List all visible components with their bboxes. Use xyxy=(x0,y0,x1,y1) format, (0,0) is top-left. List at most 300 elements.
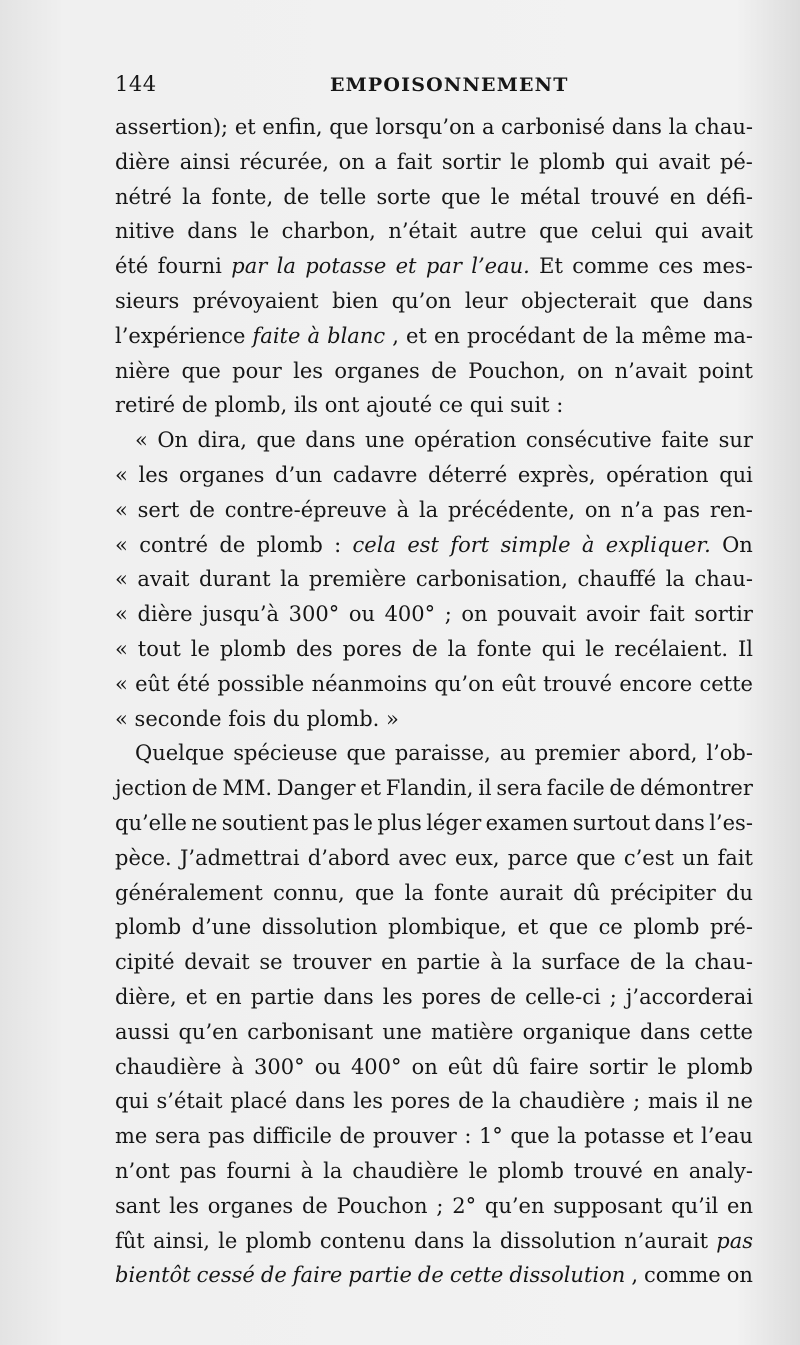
word: cette xyxy=(699,1019,753,1044)
word: contenu xyxy=(319,1228,406,1253)
italic-word: à xyxy=(307,323,321,348)
word: avoir xyxy=(585,602,640,627)
word: dans xyxy=(187,219,238,244)
italic-word: de xyxy=(417,1263,444,1288)
word: surface xyxy=(541,950,621,975)
text-line xyxy=(115,493,753,528)
word: dans xyxy=(323,984,374,1009)
word: ainsi, xyxy=(152,1228,210,1253)
word: organes xyxy=(207,1193,294,1218)
word: seconde xyxy=(134,706,222,731)
word-space xyxy=(318,388,325,423)
word: procédant xyxy=(467,323,576,348)
word: qui xyxy=(469,393,504,418)
word: chaudière xyxy=(115,1054,222,1079)
text-line xyxy=(115,214,753,249)
word: » xyxy=(386,706,399,731)
word: les xyxy=(138,462,169,487)
text-line xyxy=(115,1119,753,1154)
word: du xyxy=(272,706,300,731)
word: de xyxy=(582,323,609,348)
word: qu’on xyxy=(434,671,495,696)
word: précipiter xyxy=(610,880,716,905)
word: à xyxy=(231,1054,244,1079)
word: objecterait xyxy=(521,288,637,313)
text-line xyxy=(115,1084,753,1119)
word: , xyxy=(392,323,399,348)
word: pas xyxy=(179,1158,217,1183)
word: dû xyxy=(573,880,601,905)
text-line xyxy=(115,110,753,145)
word: ne xyxy=(727,1089,753,1114)
text-line xyxy=(115,667,753,702)
word: la xyxy=(512,950,532,975)
word: en xyxy=(215,984,242,1009)
word: en xyxy=(652,1158,679,1183)
word: néanmoins xyxy=(311,671,428,696)
word-space xyxy=(503,388,510,423)
word: potasse xyxy=(584,1124,666,1149)
word: de xyxy=(189,497,215,522)
word: plus xyxy=(377,810,422,835)
word: sera xyxy=(496,776,543,801)
word: qui xyxy=(115,1089,149,1114)
word: pas xyxy=(663,497,701,522)
word: pores xyxy=(390,1089,451,1114)
word: du xyxy=(726,880,753,905)
word: possible xyxy=(217,671,305,696)
text-line xyxy=(115,458,753,493)
word: bien xyxy=(332,288,379,313)
word: prouver xyxy=(372,1124,457,1149)
word: ils xyxy=(293,393,319,418)
word: fait xyxy=(717,845,753,870)
word: a xyxy=(374,149,388,174)
word: le xyxy=(510,149,530,174)
word: placé xyxy=(230,1089,288,1114)
word: Quelque xyxy=(135,741,225,766)
text-line xyxy=(115,284,753,319)
word: et xyxy=(405,323,427,348)
word: opération xyxy=(606,462,709,487)
word: un xyxy=(682,845,710,870)
word: précédente, xyxy=(447,497,576,522)
word: le xyxy=(353,810,373,835)
word: dissolution xyxy=(261,915,378,940)
word: plomb xyxy=(497,1158,564,1183)
word: en xyxy=(727,1193,753,1218)
text-line xyxy=(115,597,753,632)
word: 300° xyxy=(288,602,340,627)
italic-word: blanc xyxy=(327,323,386,348)
word: ont xyxy=(324,393,360,418)
word: carbonisation, xyxy=(415,567,568,592)
word: le xyxy=(585,636,605,661)
word: la xyxy=(615,323,635,348)
word: ou xyxy=(314,1054,341,1079)
word: charbon, xyxy=(281,219,376,244)
word: pas xyxy=(312,810,350,835)
word: eût xyxy=(135,671,170,696)
italic-word: la xyxy=(276,254,296,279)
word: partie xyxy=(416,950,481,975)
word: et xyxy=(185,984,207,1009)
word: ou xyxy=(348,602,375,627)
word: ce xyxy=(598,915,623,940)
text-line xyxy=(115,980,753,1015)
word: métal xyxy=(520,184,581,209)
word: d’abord xyxy=(307,845,390,870)
word: ainsi xyxy=(179,149,230,174)
word: MM. xyxy=(222,776,272,801)
word: spécieuse xyxy=(233,741,338,766)
word: devait xyxy=(184,950,250,975)
word: surtout xyxy=(572,810,651,835)
body-text xyxy=(115,110,753,1293)
word: sant xyxy=(115,1193,161,1218)
word: été xyxy=(176,671,211,696)
word: et xyxy=(360,776,382,801)
word: la xyxy=(665,950,685,975)
word-space xyxy=(208,388,215,423)
word: de xyxy=(301,1193,328,1218)
word: me xyxy=(115,1124,148,1149)
word: contré xyxy=(139,532,209,557)
word: l’eau xyxy=(701,1124,753,1149)
word: lorsqu’on xyxy=(375,115,476,139)
word: qu’elle xyxy=(115,810,187,835)
text-line xyxy=(115,1154,753,1189)
word: plomb. xyxy=(306,706,380,731)
word: que xyxy=(346,741,386,766)
word: « xyxy=(115,636,128,661)
word: suit xyxy=(510,393,550,418)
word: première xyxy=(308,567,407,592)
word: la xyxy=(665,567,685,592)
word: en xyxy=(433,323,460,348)
word: comme xyxy=(572,254,649,279)
italic-word: cette xyxy=(449,1263,504,1288)
word: faire xyxy=(529,1054,579,1079)
word: facile xyxy=(546,776,605,801)
word: sieurs xyxy=(115,288,180,313)
word: supposant xyxy=(553,1193,663,1218)
italic-word: l’eau. xyxy=(471,254,530,279)
word: : xyxy=(556,393,564,418)
word: pour xyxy=(232,358,282,383)
word: ce xyxy=(438,393,464,418)
word: cadavre xyxy=(332,462,418,487)
italic-word: cessé xyxy=(196,1263,255,1288)
word: fois xyxy=(228,706,267,731)
word: plomb xyxy=(115,915,182,940)
word: pé- xyxy=(719,149,753,174)
word: la xyxy=(404,880,424,905)
word: dira, xyxy=(197,428,247,453)
word: même xyxy=(641,323,707,348)
word: dans xyxy=(305,428,356,453)
word: de xyxy=(609,776,636,801)
word: la xyxy=(472,1228,492,1253)
text-line xyxy=(115,354,753,389)
word: 1° xyxy=(478,1124,503,1149)
page-number: 144 xyxy=(115,72,157,96)
word: la xyxy=(182,184,202,209)
word: dans xyxy=(640,1019,691,1044)
word: le xyxy=(218,1228,238,1253)
word: n’ont xyxy=(115,1158,170,1183)
word: fonte, xyxy=(211,184,274,209)
word: d’un xyxy=(275,462,323,487)
word: encore xyxy=(619,671,693,696)
word: fourni xyxy=(157,254,222,279)
word: qui xyxy=(541,636,576,661)
word: eût xyxy=(447,1054,483,1079)
word: les xyxy=(293,358,324,383)
word: Danger xyxy=(276,776,356,801)
word: on xyxy=(461,602,488,627)
word: une xyxy=(382,1019,422,1044)
word: premier xyxy=(534,741,620,766)
word: la xyxy=(323,1158,343,1183)
word: de xyxy=(339,1124,366,1149)
word: aurait xyxy=(499,880,563,905)
word: récurée, xyxy=(239,149,329,174)
italic-word: est xyxy=(407,532,439,557)
word-space xyxy=(222,702,229,737)
word: été xyxy=(115,254,149,279)
word: on xyxy=(584,497,611,522)
word: retiré xyxy=(115,393,176,418)
word: telle xyxy=(319,184,367,209)
word: eût xyxy=(501,671,536,696)
word: plomb xyxy=(539,149,606,174)
word: enfin, xyxy=(262,115,323,139)
word: à xyxy=(396,497,410,522)
word: analy- xyxy=(688,1158,753,1183)
word: 400° xyxy=(350,1054,402,1079)
word: de xyxy=(191,776,218,801)
word: plomb xyxy=(219,636,287,661)
word: cipité xyxy=(115,950,175,975)
word: sera xyxy=(154,1124,201,1149)
word: ; xyxy=(444,602,452,627)
word: l’ob- xyxy=(706,741,753,766)
word: n’a xyxy=(620,497,654,522)
word: qu’en xyxy=(484,1193,545,1218)
word: 2° xyxy=(452,1193,477,1218)
word: nitive xyxy=(115,219,175,244)
word: dissolution xyxy=(499,1228,616,1253)
word: on xyxy=(338,149,365,174)
word: avait xyxy=(137,567,190,592)
word: qui xyxy=(719,462,753,487)
word: : xyxy=(334,532,342,557)
word: avait xyxy=(700,219,753,244)
word: durant xyxy=(199,567,271,592)
word-space xyxy=(432,388,439,423)
word: défi- xyxy=(705,184,753,209)
text-line xyxy=(115,562,753,597)
word: sortir xyxy=(588,1054,648,1079)
word: que xyxy=(354,880,395,905)
italic-word: faire xyxy=(292,1263,343,1288)
word: une xyxy=(365,428,405,453)
word: prévoyaient xyxy=(192,288,319,313)
word: ma- xyxy=(713,323,753,348)
italic-word: par xyxy=(231,254,268,279)
word: : xyxy=(464,1124,472,1149)
word: trouvé xyxy=(573,1158,643,1183)
text-line xyxy=(115,736,753,771)
text-line xyxy=(115,806,753,841)
word: n’aurait xyxy=(624,1228,709,1253)
text-line xyxy=(115,319,753,354)
italic-word: fort xyxy=(450,532,490,557)
word: fait xyxy=(649,602,685,627)
running-header xyxy=(115,72,755,104)
italic-word: pas xyxy=(716,1228,753,1253)
italic-word: expliquer. xyxy=(605,532,711,557)
word: organes xyxy=(179,462,265,487)
word-space xyxy=(287,388,294,423)
word: de xyxy=(283,184,310,209)
word: mais xyxy=(647,1089,698,1114)
word: , xyxy=(631,1263,638,1288)
word: avait xyxy=(658,149,711,174)
word: l’es- xyxy=(709,810,753,835)
word: de xyxy=(629,950,656,975)
word: les xyxy=(382,984,413,1009)
word: trouver xyxy=(292,950,372,975)
text-line xyxy=(115,180,753,215)
italic-word: bientôt xyxy=(115,1263,191,1288)
word: que xyxy=(181,358,221,383)
word: « xyxy=(135,428,148,453)
word: n’était xyxy=(388,219,458,244)
italic-word: faite xyxy=(252,323,301,348)
word: pèce. xyxy=(115,845,172,870)
word-space xyxy=(175,388,182,423)
word-space xyxy=(379,702,386,737)
word: que xyxy=(548,915,589,940)
word: la xyxy=(668,115,688,139)
word: 300° xyxy=(254,1054,305,1079)
word: autre xyxy=(469,219,527,244)
word: On xyxy=(157,428,189,453)
word: examen xyxy=(485,810,569,835)
word: de xyxy=(219,532,246,557)
word: au xyxy=(499,741,526,766)
word: « xyxy=(115,497,128,522)
word: connu, xyxy=(273,880,345,905)
text-line xyxy=(115,771,753,806)
word: de xyxy=(490,984,516,1009)
word: abord, xyxy=(628,741,698,766)
word: qui xyxy=(614,149,649,174)
word: plombique, xyxy=(388,915,508,940)
word: plomb xyxy=(686,1054,753,1079)
word: sortir xyxy=(694,602,753,627)
word: le xyxy=(190,636,210,661)
text-line xyxy=(115,876,753,911)
text-line xyxy=(115,1189,753,1224)
word: a xyxy=(481,115,495,139)
word: la xyxy=(491,1089,512,1114)
word: le xyxy=(468,1158,488,1183)
word: chauffé xyxy=(577,567,657,592)
word: « xyxy=(115,602,128,627)
word: fonte xyxy=(476,636,532,661)
word: et xyxy=(234,115,256,139)
word: la xyxy=(418,497,439,522)
word: nétré xyxy=(115,184,172,209)
word: chaudière xyxy=(352,1158,459,1183)
word: Flandin, xyxy=(385,776,474,801)
word: organique xyxy=(522,1019,631,1044)
word: faite xyxy=(661,428,710,453)
word: partie xyxy=(250,984,315,1009)
word: contre-épreuve xyxy=(224,497,387,522)
word: en xyxy=(669,184,696,209)
word: consécutive xyxy=(525,428,652,453)
word: « xyxy=(115,462,128,487)
word: exprès, xyxy=(517,462,596,487)
word: fait xyxy=(396,149,433,174)
word: Et xyxy=(539,254,563,279)
word: sorte xyxy=(376,184,431,209)
word: Pouchon, xyxy=(468,358,566,383)
word: et xyxy=(672,1124,694,1149)
text-line xyxy=(115,388,753,423)
word: il xyxy=(478,776,492,801)
word: dans xyxy=(413,1228,465,1253)
word: c’est xyxy=(623,845,674,870)
word: assertion); xyxy=(115,115,229,139)
text-line xyxy=(115,945,753,980)
word: carbonisant xyxy=(247,1019,374,1044)
word: On xyxy=(722,532,753,557)
word: leur xyxy=(464,288,508,313)
word: et xyxy=(517,915,539,940)
word: mes- xyxy=(702,254,753,279)
word: carbonisé xyxy=(501,115,606,139)
word: ne xyxy=(191,810,218,835)
word: ces xyxy=(658,254,694,279)
text-line xyxy=(115,841,753,876)
word: aussi xyxy=(115,1019,170,1044)
word: de xyxy=(458,1089,484,1114)
word: ; xyxy=(609,984,617,1009)
text-line xyxy=(115,702,753,737)
text-line xyxy=(115,1015,753,1050)
italic-word: à xyxy=(581,532,595,557)
word: la xyxy=(447,636,467,661)
word: paraisse, xyxy=(394,741,491,766)
italic-word: partie xyxy=(348,1263,412,1288)
word: avec xyxy=(398,845,447,870)
word: cette xyxy=(699,671,753,696)
word: que xyxy=(649,288,690,313)
word: à xyxy=(300,1158,314,1183)
text-line xyxy=(115,632,753,667)
word: sert xyxy=(137,497,180,522)
word: on xyxy=(726,1263,753,1288)
word: plomb xyxy=(245,1228,312,1253)
word: que xyxy=(510,1124,550,1149)
word: opération xyxy=(413,428,517,453)
word: de xyxy=(411,636,438,661)
